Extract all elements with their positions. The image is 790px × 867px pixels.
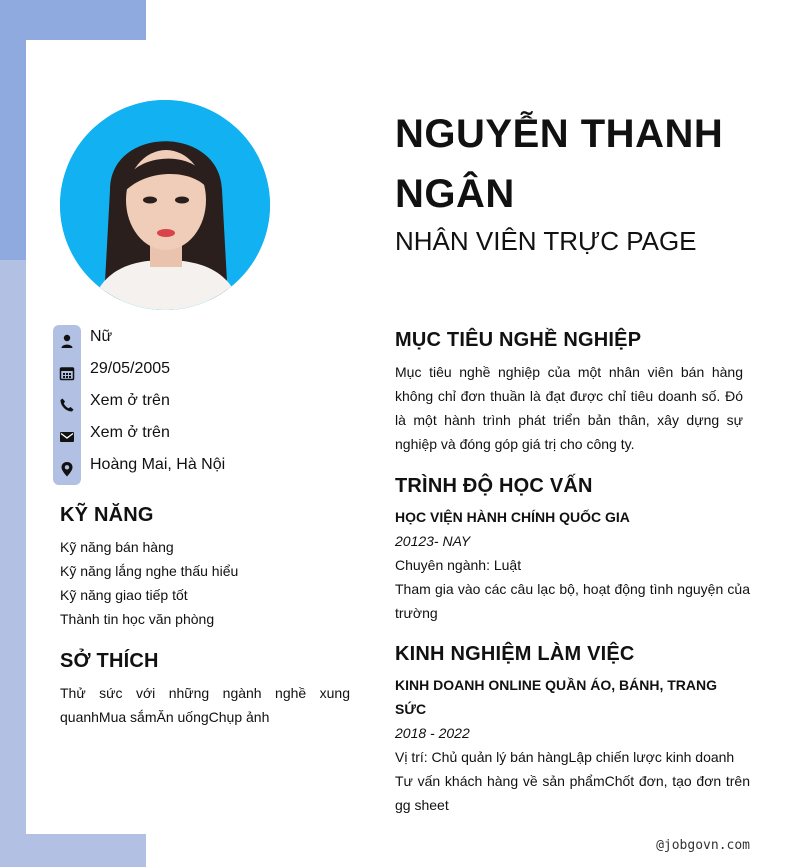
hobbies-title: SỞ THÍCH [60, 650, 159, 672]
location-pin-icon [59, 461, 75, 477]
contact-text: Xem ở trên [90, 392, 170, 409]
experience-position: Vị trí: Chủ quản lý bán hàngLập chiến lược kinh doanh [395, 749, 735, 765]
list-item: Kỹ năng bán hàng [60, 539, 174, 555]
contact-text: Nữ [90, 328, 113, 345]
candidate-name: NGUYỄN THANH NGÂN [395, 112, 724, 216]
person-icon [59, 333, 75, 349]
education-activity: Tham gia vào các câu lạc bộ, hoạt động tình nguyện của trường [395, 581, 750, 621]
experience-duties: Tư vấn khách hàng về sản phẩmChốt đơn, tạo đơn trên gg sheet [395, 773, 750, 813]
list-item: Kỹ năng giao tiếp tốt [60, 587, 188, 603]
contact-gender [53, 325, 353, 357]
experience-entry [395, 673, 750, 817]
education-major: Chuyên ngành: Luật [395, 557, 522, 573]
list-item: Thành tin học văn phòng [60, 611, 215, 627]
candidate-role: NHÂN VIÊN TRỰC PAGE [395, 226, 697, 256]
contact-email [53, 421, 353, 453]
education-entry [395, 505, 750, 625]
contact-text: Hoàng Mai, Hà Nội [90, 456, 226, 473]
contact-address [53, 453, 353, 485]
calendar-icon [59, 365, 75, 381]
experience-period: 2018 - 2022 [395, 725, 470, 741]
list-item: Kỹ năng lắng nghe thấu hiểu [60, 563, 239, 579]
contact-text: 29/05/2005 [90, 360, 171, 377]
objective-title: MỤC TIÊU NGHỀ NGHIỆP [395, 329, 642, 351]
watermark-text: @jobgovn.com [656, 838, 750, 853]
education-title: TRÌNH ĐỘ HỌC VẤN [395, 475, 593, 497]
mail-icon [59, 429, 75, 445]
skills-title: KỸ NĂNG [60, 504, 154, 526]
school-name: HỌC VIỆN HÀNH CHÍNH QUỐC GIA [395, 509, 630, 525]
contact-phone [53, 389, 353, 421]
contact-birthdate [53, 357, 353, 389]
contact-text: Xem ở trên [90, 424, 170, 441]
hobbies-text: Thử sức với những ngành nghề xung quanhMua sắmĂn uốngChụp ảnh [60, 685, 350, 725]
skills-list [60, 535, 238, 631]
education-period: 20123- NAY [395, 533, 471, 549]
company-name: KINH DOANH ONLINE QUẦN ÁO, BÁNH, TRANG SỨC [395, 677, 717, 717]
experience-title: KINH NGHIỆM LÀM VIỆC [395, 643, 635, 665]
avatar [60, 100, 270, 310]
objective-text: Mục tiêu nghề nghiệp của một nhân viên bán hàng không chỉ đơn thuần là đạt được chỉ tiêu doanh số. Đó là một hành trình phát triển bản thân, xây dựng sự nghiệp và đóng góp giá trị cho công ty. [395, 364, 743, 452]
phone-icon [59, 397, 75, 413]
